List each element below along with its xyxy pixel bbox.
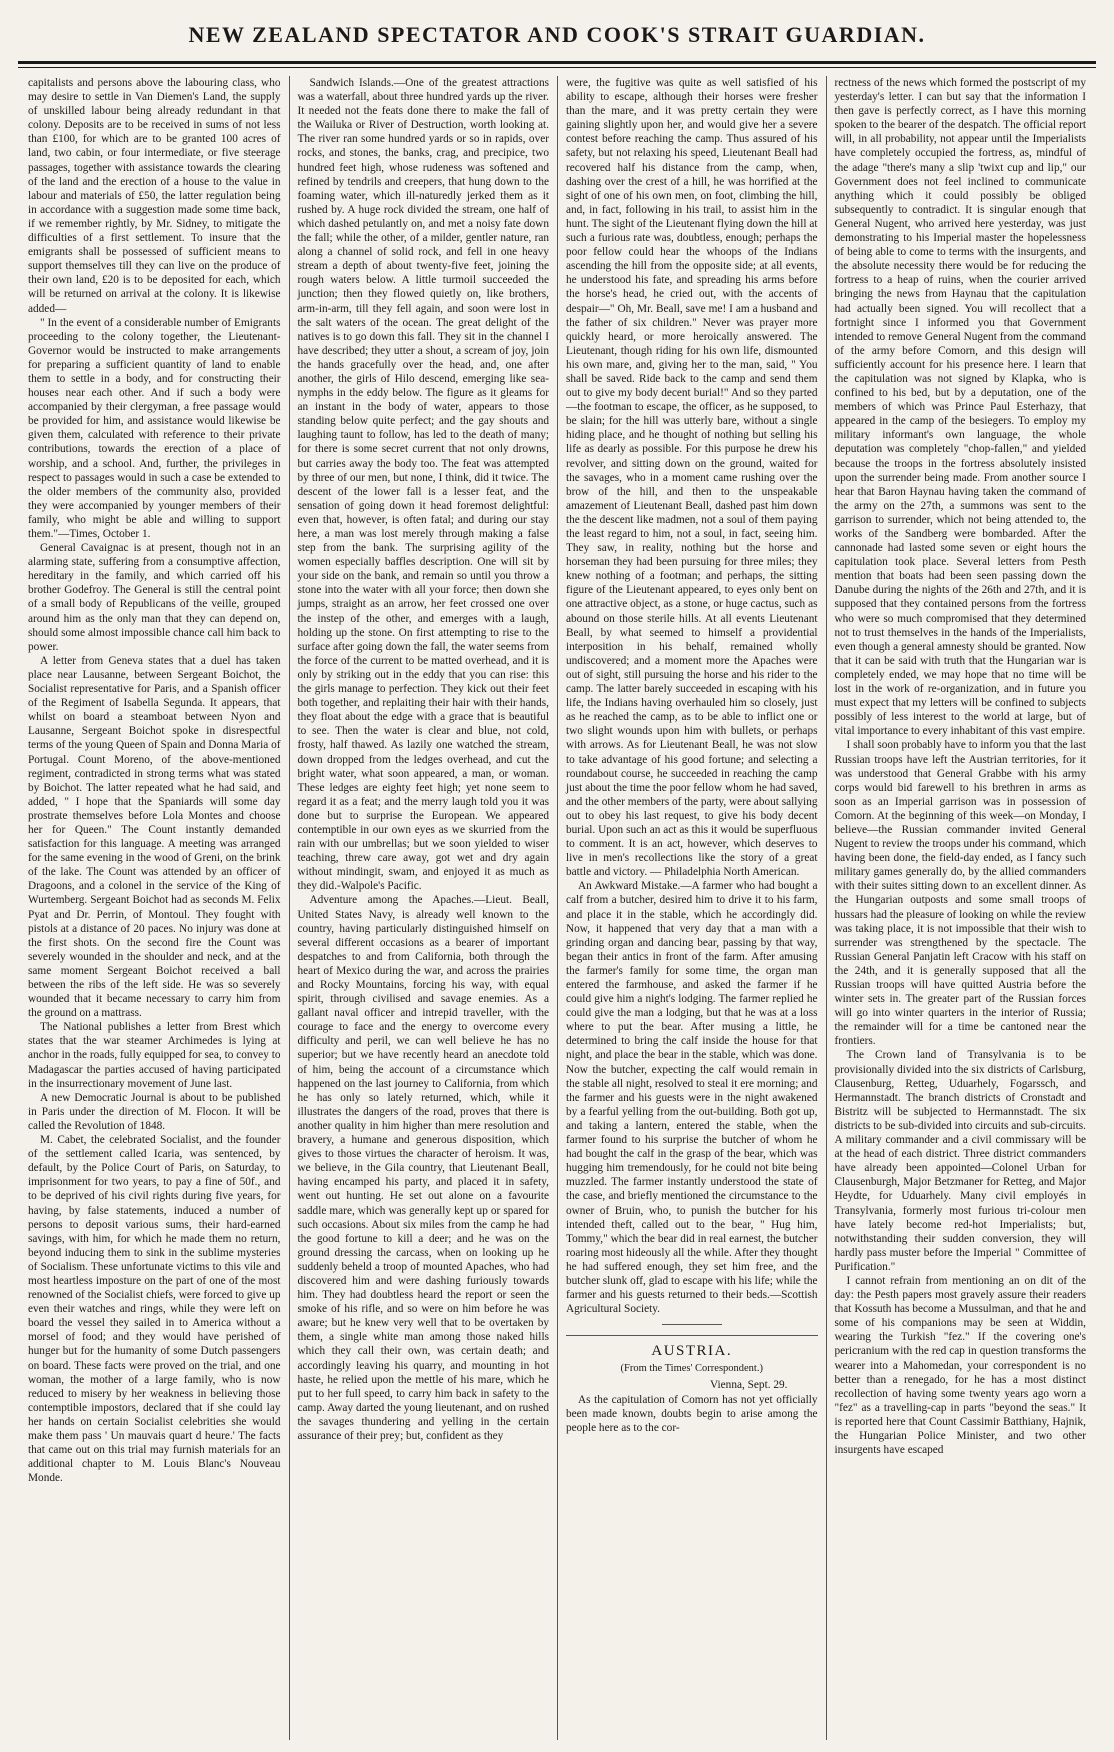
article-paragraph: I shall soon probably have to inform you that the last Russian troops have left the Austrian territories, for it was understood that General Grabbe with his army corps would bid farewell to his brethren in arms as soon as an Imperial garrison was in possession of Comorn. At the beginning of this week—on Monday, I believe—the Russian commander invited General Nugent to review the troops under his command, which having been done, the field-day ended, as I fancy such military games generally do, by the allied commanders with their suites sitting down to an excellent dinner. As the Hungarian outposts and some small troops of hussars had the pleasure of looking on while the review was taking place, it is not impossible that their wish to surrender was strengthened by the spectacle. The Russian General Panjatin left Cracow with his staff on the 24th, and it is generally supposed that all the Russian troops will have quitted Austria before the winter sets in. The greater part of the Russian forces will go into winter quarters in the interior of Russia; the remainder will for a time be cantoned near the frontiers. [834,739,1086,1048]
column-4 [826,76,1095,1740]
column-1 [20,76,289,1740]
article-paragraph: rectness of the news which formed the postscript of my yesterday's letter. I can but say that the information I then gave is perfectly correct, as I have this morning spoken to the bearer of the despatch. The official report will, in all probability, not appear until the Imperialists have completely occupied the fortress, as, mindful of the adage "there's many a slip 'twixt cup and lip," our Government does not feel inclined to communicate anything which it could possibly be obliged subsequently to contradict. It is singular enough that General Nugent, who arrived here yesterday, was just demonstrating to his Imperial master the hopelessness of being able to come to terms with the insurgents, and the absolute necessity there would be for reducing the fortress to a heap of ruins, when the courier arrived bringing the news from Haynau that the capitulation had actually been signed. You will recollect that a fortnight since I informed you that Government intended to remove General Nugent from the command of the army before Comorn, and this design will sufficiently account for his presence here. I learn that the capitulation was not signed by Klapka, who is confined to his bed, but by a deputation, one of the members of which was Prince Paul Esterhazy, that appeared in the camp of the besiegers. To employ my military informant's own language, the whole deputation was completely "chop-fallen," and yielded because the troops in the fortress absolutely insisted upon the surrender being made. From another source I hear that Baron Haynau having taken the command of the army on the 27th, a summons was sent to the garrison to surrender, which not being attended to, the works of the Sandberg were bombarded. After the cannonade had lasted some seven or eight hours the capitulation took place. Several letters from Pesth mention that boats had been seen passing down the Danube during the nights of the 26th and 27th, and it is supposed that they contained persons from the fortress who were so much compromised that they determined not to trust themselves in the hands of the Imperialists, even though a general amnesty should be granted. Now that it can be said with truth that the Hungarian war is completely ended, we may hope that no time will be lost in the work of re-organization, and in future you must expect that my letters will be confined to subjects possibly of less interest to the world at large, but of vital importance to every inhabitant of this vast empire. [834,77,1086,738]
article-paragraph: As the capitulation of Comorn has not yet officially been made known, doubts begin to arise among the people here as to the cor- [566,1393,818,1434]
column-2 [289,76,558,1740]
article-paragraph: The National publishes a letter from Brest which states that the war steamer Archimedes is lying at anchor in the roads, fully equipped for sea, to convey to Madagascar the parties accused of having participated in the insurrectionary movement of June last. [28,1021,281,1090]
article-paragraph: The Crown land of Transylvania is to be provisionally divided into the six districts of Carlsburg, Clausenburg, Retteg, Uduarhely, Fogarssch, and Hermannstadt. The branch districts of Cronstadt and Bistritz will be subjected to Hermannstadt. The six districts to be sub-divided into circuits and sub-circuits. A military commander and a civil commissary will be at the head of each district. Three district commanders have already been appointed—Colonel Urban for Clausenburgh, Major Betzmaner for Retteg, and Major Heydte, for Uduarhely. Many civil employés in Transylvania, formerly most furious tri-colour men have lately become red-hot Imperialists; but, notwithstanding their sudden conversion, they will hardly pass muster before the Imperial " Committee of Purification." [834,1049,1086,1273]
austria-dateline: Vienna, Sept. 29. [710,1379,788,1392]
article-columns [20,76,1094,1740]
article-paragraph: An Awkward Mistake.—A farmer who had bought a calf from a butcher, desired him to drive it to his farm, and place it in the stable, which he accordingly did. Now, it happened that very day that a man with a grinding organ and dancing bear, passing by that way, began their antics in front of the farm. After amusing the farmer's family for some time, the organ man entered the farmhouse, and asked the farmer if he could give him a night's lodging. The farmer replied he could give the man a lodging, but that he was at a loss where to put the bear. After musing a little, he determined to bring the calf inside the house for that night, and place the bear in the stable, which was done. Now the butcher, expecting the calf would remain in the stable all night, resolved to steal it ere morning; and the farmer and his guests were in the night awakened by a fearful yelling from the out-building. Both got up, and taking a lantern, entered the stable, when the farmer found to his surprise the butcher of whom he had bought the calf in the grasp of the bear, which was hugging him tremendously, for he could not bite being muzzled. The farmer instantly understood the state of the case, and briefly mentioned the circumstance to the owner of Bruin, who, to punish the butcher for his intended theft, called out to the bear, " Hug him, Tommy," which the bear did in real earnest, the butcher roaring most hideously all the while. After they thought he had suffered enough, they set him free, and the butcher slunk off, glad to escape with his life; while the farmer and his guests returned to their beds.—Scottish Agricultural Society. [566,880,818,1316]
article-paragraph: I cannot refrain from mentioning an on dit of the day: the Pesth papers most gravely assure their readers that Kossuth has become a Mussulman, and that he and some of his companions may be seen at Widdin, wearing the Turkish "fez." If the covering one's pericranium with the red cap in question transforms the wearer into a Mahomedan, your correspondent is no better than a renegado, for he has a most distinct recollection of having some twenty years ago worn a "fez" as a travelling-cap in parts "beyond the seas." It is reported here that Count Cassimir Batthiany, Hajnik, the Hungarian Police Minister, and two other insurgents have escaped [834,1274,1086,1457]
article-paragraph: capitalists and persons above the labouring class, who may desire to settle in Van Diemen's Land, the supply of unskilled labour being already redundant in that colony. Deposits are to be received in sums of not less than £100, for which are to be granted 100 acres of land, two cabin, or four intermediate, or five steerage passages, together with assistance towards the clearing of the land and the erection of a house to the value in labour and materials of £50, the latter regulation being in accordance with a suggestion made some time back, if we remember rightly, by Mr. Sidney, to mitigate the difficulties of a first settlement. To insure that the emigrants shall be possessed of sufficient means to support themselves till they can live on the produce of their own land, £20 is to be deposited for each, which will be returned on arrival at the colony. It is likewise added— [28,77,281,315]
masthead-title: NEW ZEALAND SPECTATOR AND COOK'S STRAIT GUARDIAN. [188,22,926,47]
masthead-rule-thin [18,67,1096,68]
masthead-rule-thick [18,61,1096,64]
article-paragraph: A letter from Geneva states that a duel has taken place near Lausanne, between Sergeant Boichot, the Socialist representative for Paris, and a Spanish officer of the Regiment of Isabella Segunda. It appears, that whilst on board a steamboat between Nyon and Lausanne, Sergeant Boichot spoke in disrespectful terms of the young Queen of Spain and Donna Maria of Portugal. Count Moreno, of the above-mentioned regiment, contradicted in strong terms what was stated by Boichot. The latter repeated what he had said, and added, " I hope that the Spaniards will some day prostrate themselves before Lola Montes and choose her for Queen." The Count instantly demanded satisfaction for this language. A meeting was arranged for the same evening in the wood of Greni, on the brink of the lake. The Count was attended by an officer of Dragoons, and a colonel in the service of the King of Wurtemberg. Sergeant Boichot had as seconds M. Felix Pyat and Dr. Perrin, of Montoul. They fought with pistols at a distance of 20 paces. No injury was done at the first shots. On the second fire the Count was severely wounded in the shoulder and neck, and at the same moment Sergeant Boichot received a ball between the ribs of the left side. He was so severely wounded that it became necessary to carry him from the ground on a mattrass. [28,654,281,1020]
article-paragraph: Adventure among the Apaches.—Lieut. Beall, United States Navy, is already well known to the country, having particularly distinguished himself on several different occasions as a bearer of important despatches to and from California, both through the heart of Mexico during the war, and across the prairies and Rocky Mountains, forcing his way, with equal spirit, through civilised and savage enemies. As a gallant naval officer and intrepid traveller, with the courage to face and the energy to overcome every difficulty and peril, we can well believe he has no superior; but we have recently heard an anecdote told of him, being the account of a circumstance which happened on the last journey to California, from which he has only so lately returned, which, while it illustrates the dangers of the road, proves that there is another quality in him higher than mere resolution and bravery, a humane and generous disposition, which gives to those virtues the character of heroism. It was, we believe, in the Gila country, that Lieutenant Beall, having encamped his party, and placed it in safety, went out hunting. He set out alone on a favourite saddle mare, which was generally kept up or spared for such occasions. About six miles from the camp he had the good fortune to kill a deer; and he was on the ground dressing the carcass, when on looking up he suddenly beheld a troop of mounted Apaches, who had discovered him and were dashing furiously towards him. They had doubtless heard the report or seen the smoke of his rifle, and so were on him before he was aware; but he knew very well that to be overtaken by them, a single white man among those naked hills which they call their own, was certain death; and accordingly leaving his quarry, and mounting in hot haste, he relied upon the mettle of his mare, which he put to her full speed, to carry him back in safety to the camp. Away darted the young lieutenant, and on rushed the savages thundering and yelling in the certain assurance of their prey; but, confident as they [297,894,549,1442]
austria-source-note: (From the Times' Correspondent.) [620,1363,763,1375]
column-3 [557,76,826,1740]
section-divider [662,1324,722,1325]
article-paragraph: A new Democratic Journal is about to be published in Paris under the direction of M. Flocon. It will be called the Revolution of 1848. [28,1091,281,1132]
article-paragraph: " In the event of a considerable number of Emigrants proceeding to the colony together, the Lieutenant-Governor would be instructed to make arrangements for preparing a sufficient quantity of land to enable them to settle in a body, and for constructing their houses near each other. And if such a body were accompanied by their clergyman, a free passage would be provided for him, and assistance would likewise be given them, calculated with reference to their private contributions, towards the erection of a place of worship, and a school. And, further, the privileges in respect to passages would in such a case be extended to the older members of the community also, provided they were accompanied by younger members of their family, who might be able and willing to support them."—Times, October 1. [28,316,281,540]
austria-heading: AUSTRIA. [566,1335,818,1358]
article-paragraph: Sandwich Islands.—One of the greatest attractions was a waterfall, about three hundred yards up the river. It needed not the feats done there to make the fall of the Wailuka or River of Destruction, worth looking at. The river ran some hundred yards or so in rapids, over rocks, and stones, the banks, crag, and precipice, two hundred feet high, whose rudeness was softened and refined by tendrils and creepers, that hung down to the foaming water, which ill-naturedly jerked them as it rushed by. A huge rock divided the stream, one half of which dashed petulantly on, and met a noisy fate down the fall; while the other, of a milder, gentler nature, ran along a channel of solid rock, and fell in one heavy stream a depth of about twenty-five feet, joining the rough waters below. A little turmoil succeeded the junction; then they flowed quietly on, like brothers, arm-in-arm, till they fell again, and soon were lost in the salt waters of the ocean. The great delight of the natives is to go down this fall. They sit in the channel I have described; they utter a shout, a scream of joy, join the hands gracefully over the head, and, one after another, the girls of Hilo descend, emerging like sea-nymphs in the eddy below. The figure as it gleams for an instant in the body of water, appears to those standing below quite perfect; and the gay shouts and laughing taunt to follow, has led to the death of many; for there is some secret current that not only drowns, but carries away the body too. The feat was attempted by three of our men, but none, I think, did it twice. The descent of the lower fall is a lesser feat, and the sensation of going down it head foremost delightful: even that, however, is often fatal; and during our stay here, a man was lost merely through making a false step from the bank. The surprising agility of the women especially baffles description. One will sit by your side on the bank, and remain so until you throw a stone into the water with all your force; then down she jumps, straight as an arrow, her feet crossed one over the instep of the other, and emerges with a laugh, holding up the stone. On first attempting to rise to the surface after going down the fall, the water seems from the force of the current to be matted overhead, and it is only by striking out in the eddy that you can rise: this the girls manage to perfection. They kick out their feet both together, and replaiting their hair with their hands, they float about the edge with a grace that is beautiful to see. Then the water is clear and blue, not cold, frosty, half thawed. As lazily one watched the stream, down dropped from the ledges overhead, and cut the bright water, what soon appeared, a man, or woman. These ledges are eighty feet high; yet none seem to regard it as a feat; and the merry laugh told you it was done but to surprise the European. We appeared contemptible in our own eyes as we skurried from the rain with our umbrellas; but we soon yielded to wiser teaching, threw care away, got wet and dry again without mindingit, swam, and enjoyed it as much as they did.-Walpole's Pacific. [297,77,549,893]
article-paragraph: were, the fugitive was quite as well satisfied of his ability to escape, although their horses were fresher than the mare, and it was pretty certain they were gaining slightly upon her, and would give her a severe contest before reaching the camp. Thus assured of his safety, but not relaxing his speed, Lieutenant Beall had recovered half his distance from the camp, when, dashing over the crest of a hill, he was horrified at the sight of one of his own men, on foot, climbing the hill, and, in fact, following in his trail, to assist him in the hunt. The sight of the Lieutenant flying down the hill at such a furious rate was, doubtless, enough; perhaps the poor fellow could hear the whoops of the Indians ascending the hill from the opposite side; at all events, he understood his fate, and spreading his arms before the horse's head, he cried out, with the accents of despair—" Oh, Mr. Beall, save me! I am a husband and the father of six children." Never was prayer more quickly heard, or more heroically answered. The Lieutenant, though riding for his own life, dismounted his own mare, and, giving her to the man, said, " You shall be saved. Ride back to the camp and send them out to give my body decent burial!" And so they parted—the footman to escape, the officer, as he supposed, to be slain; for the hill was utterly bare, without a single hiding place, and he thought of nothing but selling his life as dearly as possible. For this purpose he drew his revolver, and sitting down on the ground, waited for the savages, who in a moment came rushing over the brow of the hill, and then to the unspeakable amazement of Lieutenant Beall, dashed past him down the the descent like madmen, not a soul of them paying the least regard to him, not a soul, in fact, seeing him. They saw, in reality, nothing but the horse and horseman they had been pursuing for three miles; they knew nothing of a footman; and perhaps, the sitting figure of the Lieutenant appeared, to eyes only bent on one attractive object, as a stone, or huge cactus, such as abound on those sterile hills. At all events Lieutenant Beall, by what seemed to himself a providential interposition in his behalf, remained wholly undiscovered; and a moment more the Apaches were out of sight, still pursuing the horse and his rider to the camp. The latter barely succeeded in escaping with his life, the Indians having overhauled him so closely, just as he reached the camp, as to be able to inflict one or two slight wounds upon him with bullets, or perhaps with arrows. As for Lieutenant Beall, he was not slow to take advantage of his good fortune; and selecting a roundabout course, he succeeded in reaching the camp just about the time the poor fellow whom he had saved, and the other members of the party, were about sallying out to obey his last request, to give his body decent burial. Upon such an act as this it would be superfluous to comment. It is an act, however, which deserves to live in men's recollections like the story of a great battle and victory. — Philadelphia North American. [566,77,818,879]
article-paragraph: General Cavaignac is at present, though not in an alarming state, suffering from a consumptive affection, hereditary in the family, and which carried off his brother Godefroy. The General is still the central point of a small body of Republicans of the veille, grouped around him as the only man that they can depend on, should some almost impossible chance call him back to power. [28,542,281,653]
article-paragraph: M. Cabet, the celebrated Socialist, and the founder of the settlement called Icaria, was sentenced, by default, by the Police Court of Paris, on Saturday, to imprisonment for two years, to pay a fine of 50f., and to be deprived of his civil rights during five years, for having, by false statements, induced a number of persons to deposit various sums, their hard-earned savings, with him, for which he made them no return, beyond inducing them to sink in the sublime mysteries of Socialism. These unfortunate victims to this vile and most heartless imposture on the part of one of the most renowned of the Socialist chiefs, were forced to give up even their watches and rings, while they were left on board the vessel they sailed in to America without a morsel of food; and they would have perished of hunger but for the humanity of some Dutch passengers on board. These facts were proved on the trial, and one woman, the mother of a large family, who is now reduced to misery by her weakness in believing those contemptible impostors, declared that if she could lay her hands on certain Socialist celebrities she would make them pass ' Un mauvais quart d heure.' The facts that came out on this trial may furnish materials for an additional chapter to M. Louis Blanc's Nouveau Monde. [28,1134,281,1485]
